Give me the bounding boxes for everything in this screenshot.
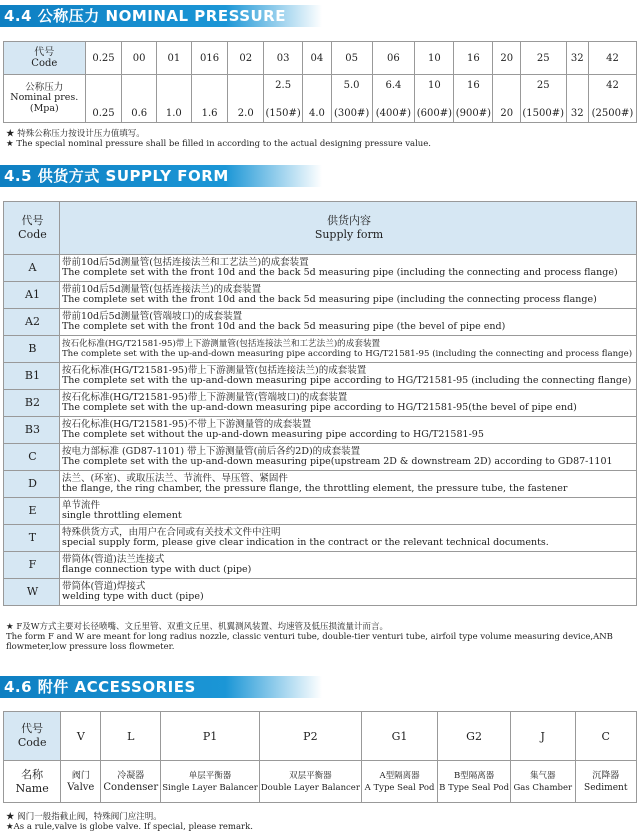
row-content: 按石化标准(HG/T21581-95)带上下游测量管(包括连接法兰和工艺法兰)的成套装置 The complete set with the up-and-down measuring pipe according to HG/T21581-95 (including the connecting and process flange) bbox=[59, 336, 636, 363]
accessory-code: P2 bbox=[259, 712, 361, 761]
row-code: D bbox=[4, 471, 60, 498]
row-code: T bbox=[4, 525, 60, 552]
nominal-pressure-note: ★ 特殊公称压力按设计压力值填写。 ★ The special nominal pressure shall be filled in according to the actual designing pressure value. bbox=[6, 129, 431, 149]
code-label: 代号 Code bbox=[4, 42, 86, 75]
accessory-name: 冷凝器 Condenser bbox=[101, 761, 161, 803]
accessory-code: V bbox=[61, 712, 101, 761]
pressure-cell: 5.0 (300#) bbox=[331, 75, 372, 123]
row-code: B3 bbox=[4, 417, 60, 444]
pressure-cell: 0.25 bbox=[85, 75, 122, 123]
code-cell: 03 bbox=[264, 42, 303, 75]
row-content: 带前10d后5d测量管(管端坡口)的成套装置 The complete set with the front 10d and the back 5d measuring pipe (the bevel of pipe end) bbox=[59, 309, 636, 336]
name-label: 名称 Name bbox=[4, 761, 61, 803]
row-code: A bbox=[4, 255, 60, 282]
row-content: 法兰、(环室)、或取压法兰、节流件、导压管、紧固件 the flange, the ring chamber, the pressure flange, the throttling element, the pressure tube, the fastener bbox=[59, 471, 636, 498]
row-code: C bbox=[4, 444, 60, 471]
code-cell: 06 bbox=[372, 42, 415, 75]
row-content: 按石化标准(HG/T21581-95)带上下游测量管(包括连接法兰)的成套装置 The complete set with the up-and-down measuring pipe according to HG/T21581-95 (including the connecting flange) bbox=[59, 363, 636, 390]
accessory-name: 单层平衡器 Single Layer Balancer bbox=[161, 761, 260, 803]
accessory-name: 集气器 Gas Chamber bbox=[511, 761, 576, 803]
accessory-name: 沉降器 Sediment bbox=[575, 761, 636, 803]
pressure-label: 公称压力 Nominal pres. (Mpa) bbox=[4, 75, 86, 123]
pressure-cell: 20 bbox=[493, 75, 521, 123]
accessory-code: G2 bbox=[438, 712, 511, 761]
pressure-cell: 32 bbox=[566, 75, 588, 123]
accessory-code: P1 bbox=[161, 712, 260, 761]
code-cell: 04 bbox=[303, 42, 332, 75]
accessories-table bbox=[3, 711, 637, 803]
code-cell: 02 bbox=[228, 42, 264, 75]
pressure-cell: 4.0 bbox=[303, 75, 332, 123]
nominal-pressure-table bbox=[3, 41, 637, 123]
supply-form-note: ★ F及W方式主要对长径喷嘴、文丘里管、双重文丘里、机翼测风装置、均速管及低压损流量计而言。 The form F and W are meant for long radius nozzle, classic venturi tube, double-tier venturi tube, airfoil type volume measuring device,ANB flowmeter,low pressure loss flowmeter. bbox=[6, 622, 613, 652]
pressure-cell: 2.0 bbox=[228, 75, 264, 123]
code-cell: 016 bbox=[191, 42, 228, 75]
pressure-cell: 16 (900#) bbox=[454, 75, 493, 123]
row-code: B1 bbox=[4, 363, 60, 390]
pressure-cell: 1.0 bbox=[157, 75, 192, 123]
row-content: 单节流件 single throttling element bbox=[59, 498, 636, 525]
code-cell: 01 bbox=[157, 42, 192, 75]
accessory-name: 阀门 Valve bbox=[61, 761, 101, 803]
pressure-cell: 6.4 (400#) bbox=[372, 75, 415, 123]
row-content: 按石化标准(HG/T21581-95)带上下游测量管(管端坡口)的成套装置 The complete set with the up-and-down measuring pipe according to HG/T21581-95(the bevel of pipe end) bbox=[59, 390, 636, 417]
section-title-nominal-pressure: 4.4 公称压力 NOMINAL PRESSURE bbox=[0, 5, 322, 27]
section-title-supply-form: 4.5 供货方式 SUPPLY FORM bbox=[0, 165, 322, 187]
code-cell: 0.25 bbox=[85, 42, 122, 75]
code-cell: 10 bbox=[415, 42, 454, 75]
pressure-cell: 1.6 bbox=[191, 75, 228, 123]
accessory-code: G1 bbox=[361, 712, 437, 761]
accessory-code: J bbox=[511, 712, 576, 761]
accessory-name: A型隔离器 A Type Seal Pod bbox=[361, 761, 437, 803]
supply-form-table bbox=[3, 201, 637, 606]
row-content: 带筒体(管道)焊接式 welding type with duct (pipe) bbox=[59, 579, 636, 606]
row-content: 带前10d后5d测量管(包括连接法兰)的成套装置 The complete set with the front 10d and the back 5d measuring pipe (including the connecting process flange) bbox=[59, 282, 636, 309]
row-code: W bbox=[4, 579, 60, 606]
code-cell: 20 bbox=[493, 42, 521, 75]
row-content: 带筒体(管道)法兰连接式 flange connection type with duct (pipe) bbox=[59, 552, 636, 579]
accessory-name: 双层平衡器 Double Layer Balancer bbox=[259, 761, 361, 803]
code-cell: 05 bbox=[331, 42, 372, 75]
row-content: 特殊供货方式，由用户在合同或有关技术文件中注明 special supply form, please give clear indication in the contract or the relevant technical documents. bbox=[59, 525, 636, 552]
pressure-cell: 25 (1500#) bbox=[520, 75, 566, 123]
pressure-cell: 42 (2500#) bbox=[588, 75, 636, 123]
code-cell: 32 bbox=[566, 42, 588, 75]
row-code: B2 bbox=[4, 390, 60, 417]
code-cell: 00 bbox=[122, 42, 157, 75]
code-label: 代号 Code bbox=[4, 712, 61, 761]
row-content: 带前10d后5d测量管(包括连接法兰和工艺法兰)的成套装置 The complete set with the front 10d and the back 5d measuring pipe (including the connecting and process flange) bbox=[59, 255, 636, 282]
accessories-note: ★ 阀门一般指截止阀，特殊阀门应注明。 ★As a rule,valve is globe valve. If special, please remark. bbox=[6, 812, 253, 832]
content-header: 供货内容 Supply form bbox=[59, 202, 636, 255]
row-code: E bbox=[4, 498, 60, 525]
section-title-accessories: 4.6 附件 ACCESSORIES bbox=[0, 676, 322, 698]
row-content: 按电力部标准 (GD87-1101) 带上下游测量管(前后各约2D)的成套装置 The complete set with the up-and-down measuring pipe(upstream 2D & downstream 2D) according to GD87-1101 bbox=[59, 444, 636, 471]
pressure-cell: 0.6 bbox=[122, 75, 157, 123]
pressure-cell: 2.5 (150#) bbox=[264, 75, 303, 123]
row-code: A2 bbox=[4, 309, 60, 336]
accessory-code: C bbox=[575, 712, 636, 761]
code-header: 代号 Code bbox=[4, 202, 60, 255]
code-cell: 42 bbox=[588, 42, 636, 75]
row-code: F bbox=[4, 552, 60, 579]
accessory-name: B型隔离器 B Type Seal Pod bbox=[438, 761, 511, 803]
pressure-cell: 10 (600#) bbox=[415, 75, 454, 123]
row-content: 按石化标准(HG/T21581-95)不带上下游测量管的成套装置 The complete set without the up-and-down measuring pipe according to HG/T21581-95 bbox=[59, 417, 636, 444]
row-code: A1 bbox=[4, 282, 60, 309]
row-code: B bbox=[4, 336, 60, 363]
code-cell: 16 bbox=[454, 42, 493, 75]
code-cell: 25 bbox=[520, 42, 566, 75]
accessory-code: L bbox=[101, 712, 161, 761]
